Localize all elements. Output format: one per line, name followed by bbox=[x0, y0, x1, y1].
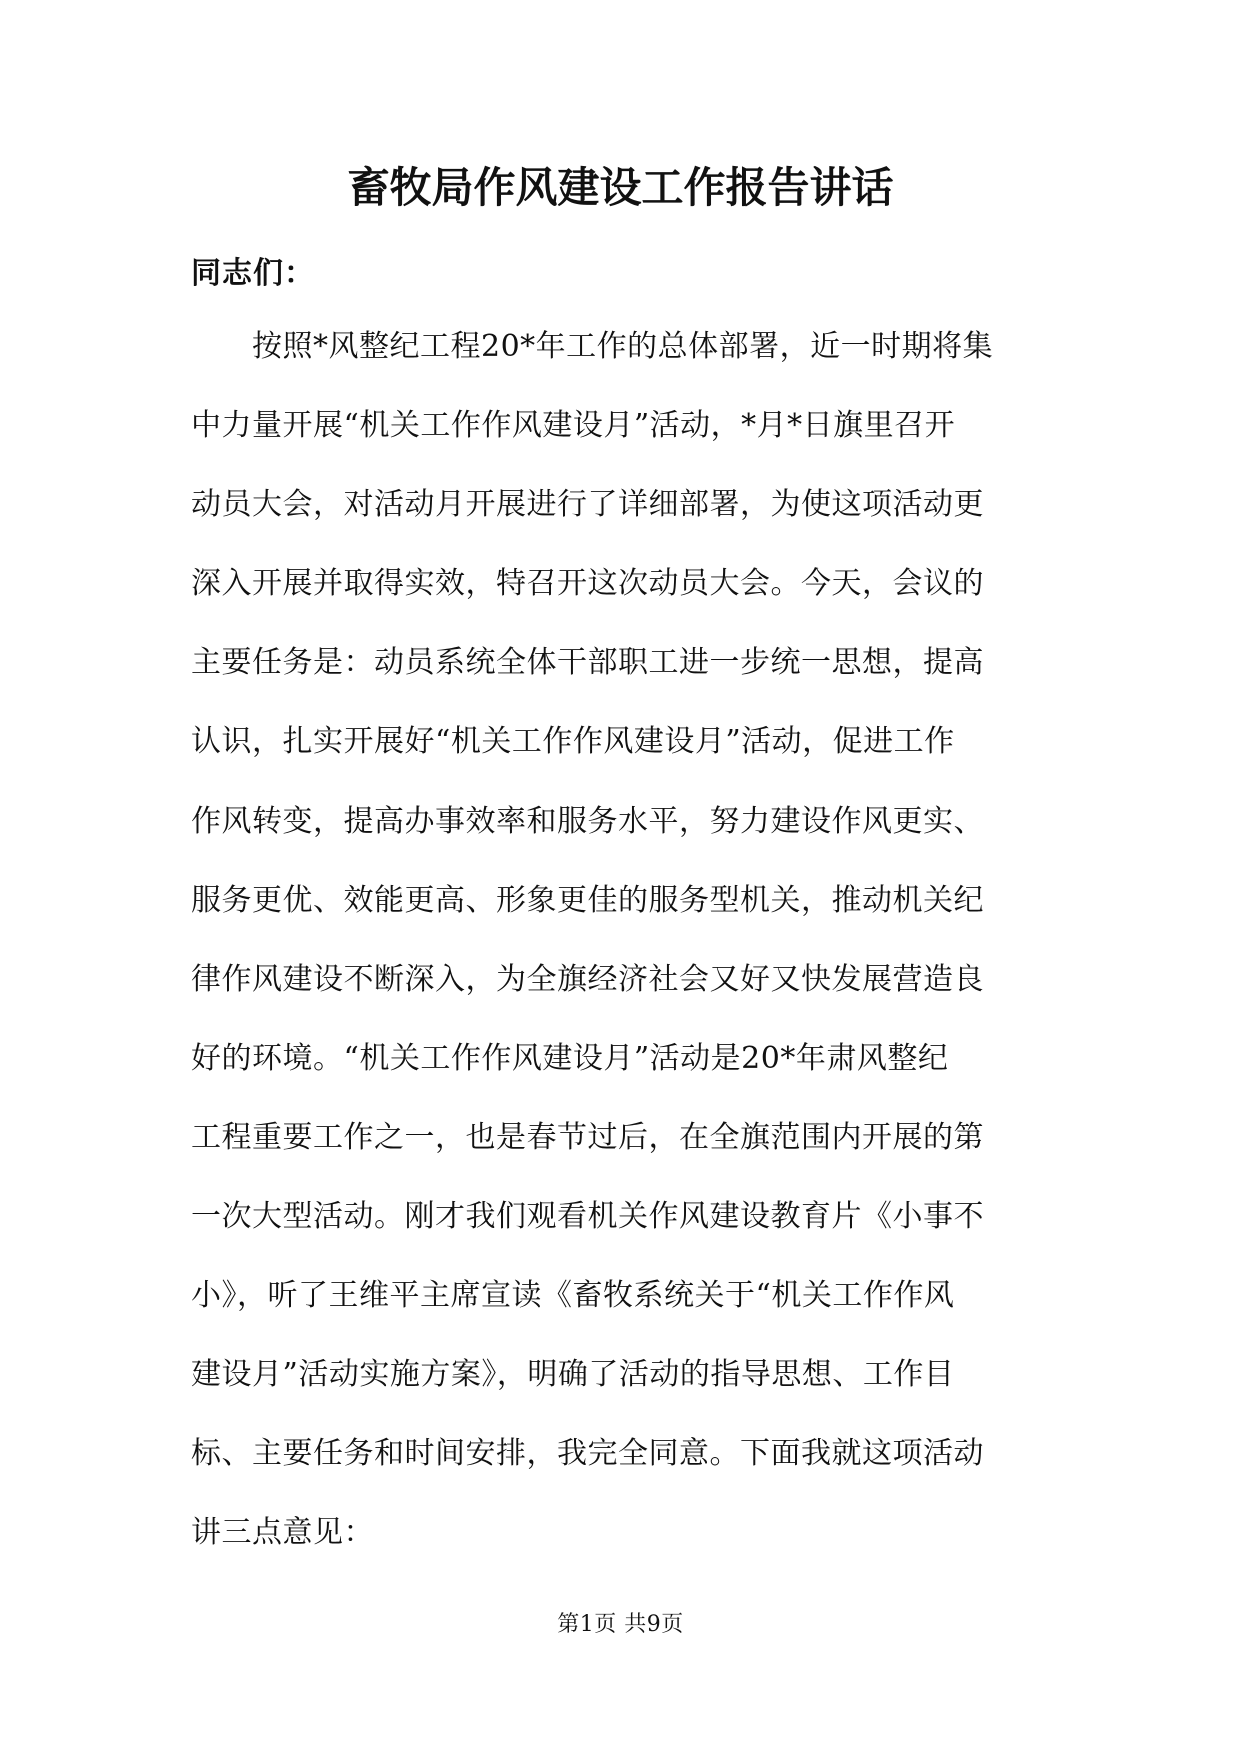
body-line: 工程重要工作之一，也是春节过后，在全旗范围内开展的第 bbox=[191, 1119, 984, 1155]
body-line: 标、主要任务和时间安排，我完全同意。下面我就这项活动 bbox=[191, 1436, 984, 1472]
body-line: 小》，听了王维平主席宣读《畜牧系统关于“机关工作作风 bbox=[191, 1278, 955, 1314]
page-number-footer: 第1页 共9页 bbox=[557, 1612, 684, 1637]
body-line: 讲三点意见： bbox=[191, 1515, 374, 1551]
body-line: 动员大会，对活动月开展进行了详细部署，为使这项活动更 bbox=[191, 487, 984, 523]
body-paragraph bbox=[191, 322, 1091, 1588]
body-line: 中力量开展“机关工作作风建设月”活动，*月*日旗里召开 bbox=[191, 408, 956, 444]
body-line: 好的环境。“机关工作作风建设月”活动是20*年肃风整纪 bbox=[191, 1040, 949, 1076]
body-line: 服务更优、效能更高、形象更佳的服务型机关，推动机关纪 bbox=[191, 882, 984, 918]
body-line: 律作风建设不断深入，为全旗经济社会又好又快发展营造良 bbox=[191, 961, 984, 997]
body-line: 建设月”活动实施方案》，明确了活动的指导思想、工作目 bbox=[191, 1357, 955, 1393]
body-line: 主要任务是：动员系统全体干部职工进一步统一思想，提高 bbox=[191, 645, 984, 681]
body-line: 深入开展并取得实效，特召开这次动员大会。今天，会议的 bbox=[191, 566, 984, 602]
document-title: 畜牧局作风建设工作报告讲话 bbox=[347, 163, 894, 212]
body-line: 认识，扎实开展好“机关工作作风建设月”活动，促进工作 bbox=[191, 724, 955, 760]
salutation: 同志们： bbox=[191, 256, 315, 291]
body-line: 按照*风整纪工程20*年工作的总体部署，近一时期将集 bbox=[191, 329, 994, 364]
body-line: 作风转变，提高办事效率和服务水平，努力建设作风更实、 bbox=[191, 803, 984, 839]
body-line: 一次大型活动。刚才我们观看机关作风建设教育片《小事不 bbox=[191, 1199, 984, 1235]
